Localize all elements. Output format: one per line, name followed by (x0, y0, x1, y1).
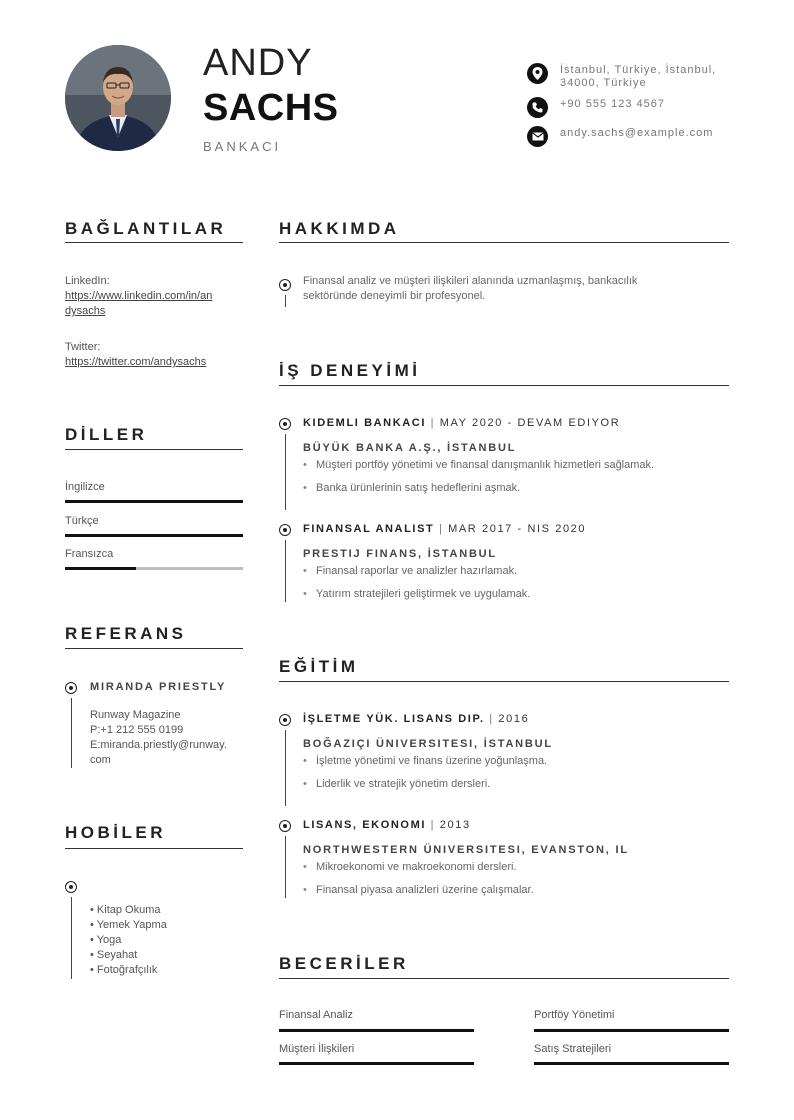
education-bullet: • İşletme yönetimi ve finans üzerine yoğunlaşma. (303, 755, 548, 767)
linkedin-link[interactable] (65, 289, 243, 319)
education-bullet: • Mikroekonomi ve makroekonomi dersleri. (303, 861, 517, 873)
experience-dates: MAR 2017 - NIS 2020 (448, 523, 587, 535)
experience-bullet-text: Yatırım stratejileri geliştirmek ve uygulamak. (316, 588, 531, 600)
languages-divider (65, 449, 243, 450)
language-turkish-bar-fill (65, 534, 243, 537)
experience-dot-icon (279, 418, 291, 430)
skill-sales-strategies-bar (534, 1062, 729, 1065)
education-year: 2016 (498, 713, 530, 725)
skill-portfolio-management-bar (534, 1029, 729, 1032)
linkedin-url-part-1[interactable]: https://www.linkedin.com/in/an (65, 290, 213, 302)
location-pin-icon (527, 63, 548, 84)
about-timeline (285, 295, 286, 307)
hobbies-timeline (71, 897, 72, 979)
education-school: BOĞAZIÇI ÜNIVERSITESI, İSTANBUL (303, 738, 553, 750)
experience-title (303, 417, 620, 429)
language-english-bar (65, 500, 243, 503)
education-school: NORTHWESTERN ÜNIVERSITESI, EVANSTON, IL (303, 844, 629, 856)
experience-bullet-text: Müşteri portföy yönetimi ve finansal danışmanlık hizmetleri sağlamak. (316, 459, 655, 471)
education-bullet: • Finansal piyasa analizleri üzerine çalışmalar. (303, 884, 534, 896)
experience-role: FINANSAL ANALIST (303, 523, 435, 535)
about-line-1: Finansal analiz ve müşteri ilişkileri alanında uzmanlaşmış, bankacılık (303, 275, 638, 287)
about-divider (279, 242, 729, 243)
language-french-bar-fill (65, 567, 136, 570)
language-english-bar-fill (65, 500, 243, 503)
language-french-bar (65, 567, 243, 570)
reference-dot-icon (65, 682, 77, 694)
education-title (303, 713, 529, 725)
linkedin-url-part-2[interactable]: dysachs (65, 305, 106, 317)
language-turkish-bar (65, 534, 243, 537)
hobbies-list (90, 903, 167, 978)
profile-photo (65, 45, 171, 151)
contact-phone (527, 97, 747, 118)
education-separator: | (426, 819, 440, 831)
connections-divider (65, 242, 243, 243)
reference-details (90, 708, 250, 768)
experience-bullet: • Yatırım stratejileri geliştirmek ve uygulamak. (303, 588, 531, 600)
education-bullet-text: Mikroekonomi ve makroekonomi dersleri. (316, 861, 517, 873)
skill-portfolio-management: Portföy Yönetimi (534, 1009, 615, 1021)
experience-timeline (285, 434, 286, 510)
skill-financial-analysis-bar (279, 1029, 474, 1032)
experience-separator: | (426, 417, 440, 429)
about-text (303, 274, 637, 304)
first-name: ANDY (203, 42, 313, 84)
hobby-item: • Yemek Yapma (90, 919, 167, 931)
experience-bullet-text: Finansal raporlar ve analizler hazırlamak. (316, 565, 518, 577)
skill-customer-relations: Müşteri İlişkileri (279, 1043, 355, 1055)
education-bullet-text: İşletme yönetimi ve finans üzerine yoğunlaşma. (316, 755, 548, 767)
hobbies-dot-icon (65, 881, 77, 893)
phone-icon (527, 97, 548, 118)
mail-icon (527, 126, 548, 147)
education-dot-icon (279, 714, 291, 726)
education-separator: | (484, 713, 499, 725)
references-divider (65, 648, 243, 649)
education-divider (279, 681, 729, 682)
education-heading: EĞİTİM (279, 657, 359, 676)
education-bullet-text: Liderlik ve stratejik yönetim dersleri. (316, 778, 491, 790)
language-turkish: Türkçe (65, 515, 99, 527)
contact-address (527, 63, 747, 90)
reference-email-line-1: E:miranda.priestly@runway. (90, 739, 227, 751)
experience-bullet-text: Banka ürünlerinin satış hedeflerini aşmak. (316, 482, 521, 494)
experience-dates: MAY 2020 - DEVAM EDIYOR (439, 417, 621, 429)
address-line-2: 34000, Türkiye (560, 77, 647, 89)
education-dot-icon (279, 820, 291, 832)
avatar-portrait-icon (65, 45, 171, 151)
experience-company: BÜYÜK BANKA A.Ş., İSTANBUL (303, 442, 517, 454)
experience-dot-icon (279, 524, 291, 536)
education-timeline (285, 730, 286, 806)
experience-bullet: • Müşteri portföy yönetimi ve finansal danışmanlık hizmetleri sağlamak. (303, 459, 655, 471)
hobby-item: • Fotoğrafçılık (90, 964, 158, 976)
experience-timeline (285, 540, 286, 602)
reference-timeline (71, 698, 72, 768)
twitter-label: Twitter: (65, 341, 101, 353)
skills-heading: BECERİLER (279, 954, 409, 973)
education-timeline (285, 836, 286, 898)
hobby-item: • Kitap Okuma (90, 904, 161, 916)
phone-number: +90 555 123 4567 (560, 98, 666, 110)
last-name: SACHS (203, 87, 339, 129)
education-bullet-text: Finansal piyasa analizleri üzerine çalışmalar. (316, 884, 534, 896)
skill-sales-strategies: Satış Stratejileri (534, 1043, 612, 1055)
experience-role: KIDEMLI BANKACI (303, 417, 426, 429)
languages-heading: DİLLER (65, 425, 148, 444)
experience-bullet: • Banka ürünlerinin satış hedeflerini aşmak. (303, 482, 521, 494)
reference-email-line-2: com (90, 754, 111, 766)
about-line-2: sektöründe deneyimli bir profesyonel. (303, 290, 486, 302)
skill-financial-analysis: Finansal Analiz (279, 1009, 353, 1021)
address-line-1: İstanbul, Türkiye, İstanbul, (560, 64, 717, 76)
references-heading: REFERANS (65, 624, 187, 643)
education-degree: LISANS, EKONOMI (303, 819, 427, 831)
hobbies-heading: HOBİLER (65, 823, 166, 842)
skill-customer-relations-bar (279, 1062, 474, 1065)
skills-divider (279, 978, 729, 979)
hobbies-divider (65, 848, 243, 849)
hobby-item: • Yoga (90, 934, 122, 946)
hobby-item: • Seyahat (90, 949, 138, 961)
experience-heading: İŞ DENEYİMİ (279, 361, 421, 380)
job-title: BANKACI (203, 139, 282, 154)
connections-block (65, 274, 243, 370)
twitter-link[interactable]: https://twitter.com/andysachs (65, 356, 207, 368)
education-bullet: • Liderlik ve stratejik yönetim dersleri. (303, 778, 491, 790)
experience-company: PRESTIJ FINANS, İSTANBUL (303, 548, 497, 560)
education-year: 2013 (439, 819, 471, 831)
language-english: İngilizce (65, 481, 105, 493)
language-french: Fransızca (65, 548, 114, 560)
email-address: andy.sachs@example.com (560, 127, 714, 139)
reference-name: MIRANDA PRIESTLY (90, 681, 227, 693)
reference-company: Runway Magazine (90, 709, 181, 721)
about-dot-icon (279, 279, 291, 291)
reference-phone: P:+1 212 555 0199 (90, 724, 184, 736)
connections-heading: BAĞLANTILAR (65, 219, 227, 238)
experience-bullet: • Finansal raporlar ve analizler hazırlamak. (303, 565, 518, 577)
experience-separator: | (434, 523, 449, 535)
linkedin-label: LinkedIn: (65, 275, 110, 287)
education-degree: İŞLETME YÜK. LISANS DIP. (303, 713, 485, 725)
education-title (303, 819, 471, 831)
about-heading: HAKKIMDA (279, 219, 400, 238)
experience-title (303, 523, 586, 535)
contact-email (527, 126, 747, 147)
experience-divider (279, 385, 729, 386)
